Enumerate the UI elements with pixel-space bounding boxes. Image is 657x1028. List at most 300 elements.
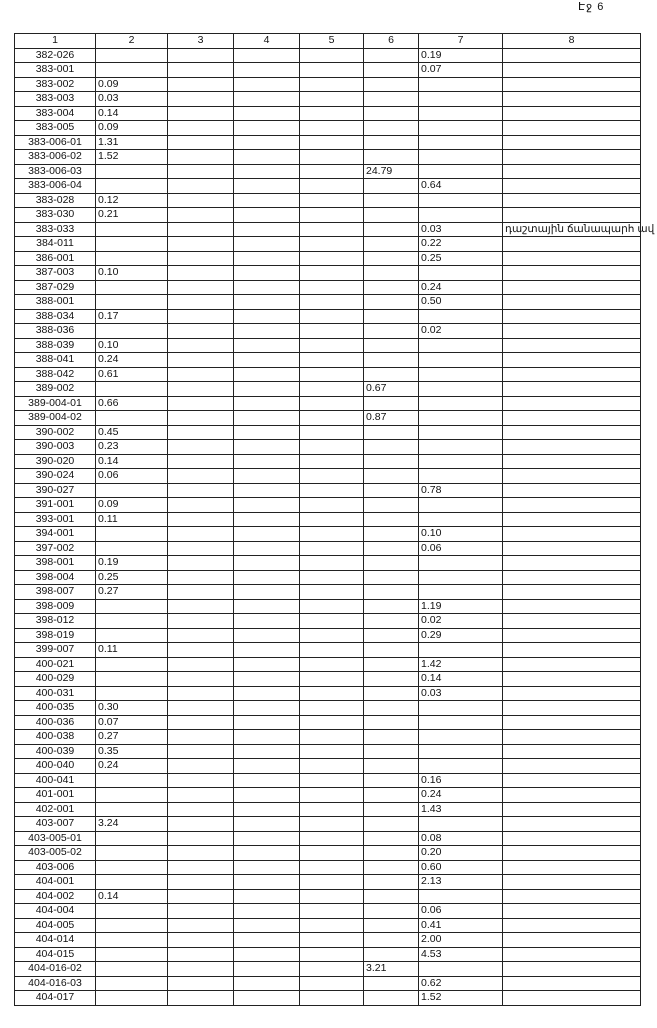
col2-value-cell: [96, 933, 168, 948]
col5-value-cell: [300, 469, 364, 484]
column-header-3: 3: [168, 34, 234, 49]
col2-value-cell: 0.03: [96, 92, 168, 107]
col5-value-cell: [300, 614, 364, 629]
table-row: [15, 498, 641, 513]
col8-note-cell: [503, 628, 641, 643]
col8-note-cell: [503, 483, 641, 498]
col6-value-cell: [364, 425, 419, 440]
col8-note-cell: [503, 266, 641, 281]
col8-note-cell: [503, 425, 641, 440]
col4-value-cell: [234, 570, 300, 585]
table-row: [15, 672, 641, 687]
col5-value-cell: [300, 193, 364, 208]
col6-value-cell: [364, 657, 419, 672]
col5-value-cell: [300, 599, 364, 614]
col5-value-cell: [300, 454, 364, 469]
col8-note-cell: [503, 92, 641, 107]
col5-value-cell: [300, 730, 364, 745]
col6-value-cell: [364, 556, 419, 571]
col8-note-cell: [503, 411, 641, 426]
col6-value-cell: [364, 976, 419, 991]
table-row: [15, 266, 641, 281]
table-body: [15, 48, 655, 1005]
col7-value-cell: 1.43: [419, 802, 503, 817]
parcel-code-cell: 387-029: [15, 280, 96, 295]
table-row: [15, 918, 641, 933]
col6-value-cell: 0.67: [364, 382, 419, 397]
parcel-code-cell: 398-001: [15, 556, 96, 571]
col7-value-cell: [419, 164, 503, 179]
col6-value-cell: [364, 193, 419, 208]
parcel-code-cell: 394-001: [15, 527, 96, 542]
col8-note-cell: [503, 77, 641, 92]
col6-value-cell: [364, 396, 419, 411]
table-row: [15, 773, 641, 788]
col4-value-cell: [234, 411, 300, 426]
table-row: [15, 106, 641, 121]
column-header-7: 7: [419, 34, 503, 49]
col2-value-cell: 0.19: [96, 556, 168, 571]
col5-value-cell: [300, 135, 364, 150]
col2-value-cell: [96, 222, 168, 237]
col7-value-cell: [419, 498, 503, 513]
col5-value-cell: [300, 425, 364, 440]
col4-value-cell: [234, 846, 300, 861]
col5-value-cell: [300, 628, 364, 643]
col5-value-cell: [300, 309, 364, 324]
col4-value-cell: [234, 585, 300, 600]
col7-value-cell: [419, 92, 503, 107]
col4-value-cell: [234, 643, 300, 658]
col7-value-cell: [419, 512, 503, 527]
col6-value-cell: [364, 512, 419, 527]
col8-note-cell: [503, 512, 641, 527]
col7-value-cell: 0.14: [419, 672, 503, 687]
col8-note-cell: [503, 599, 641, 614]
col6-value-cell: [364, 628, 419, 643]
col5-value-cell: [300, 947, 364, 962]
col8-note-cell: [503, 585, 641, 600]
col8-note-cell: [503, 947, 641, 962]
col2-value-cell: 0.10: [96, 266, 168, 281]
table-row: [15, 208, 641, 223]
col2-value-cell: 0.17: [96, 309, 168, 324]
col2-value-cell: 0.45: [96, 425, 168, 440]
col6-value-cell: [364, 759, 419, 774]
col2-value-cell: [96, 672, 168, 687]
col3-value-cell: [168, 353, 234, 368]
col6-value-cell: [364, 672, 419, 687]
col6-value-cell: [364, 251, 419, 266]
col2-value-cell: [96, 599, 168, 614]
col4-value-cell: [234, 483, 300, 498]
col5-value-cell: [300, 338, 364, 353]
parcel-code-cell: 401-001: [15, 788, 96, 803]
parcel-code-cell: 400-031: [15, 686, 96, 701]
col8-note-cell: [503, 280, 641, 295]
col4-value-cell: [234, 744, 300, 759]
col5-value-cell: [300, 179, 364, 194]
col2-value-cell: [96, 179, 168, 194]
col5-value-cell: [300, 266, 364, 281]
col4-value-cell: [234, 179, 300, 194]
col4-value-cell: [234, 657, 300, 672]
parcel-code-cell: 403-007: [15, 817, 96, 832]
col3-value-cell: [168, 454, 234, 469]
col6-value-cell: 3.21: [364, 962, 419, 977]
col2-value-cell: 0.66: [96, 396, 168, 411]
parcel-code-cell: 389-004-02: [15, 411, 96, 426]
table-row: [15, 556, 641, 571]
col6-value-cell: [364, 440, 419, 455]
parcel-code-cell: 390-002: [15, 425, 96, 440]
col8-note-cell: [503, 846, 641, 861]
col5-value-cell: [300, 556, 364, 571]
parcel-code-cell: 383-006-03: [15, 164, 96, 179]
col7-value-cell: 0.08: [419, 831, 503, 846]
col4-value-cell: [234, 353, 300, 368]
col3-value-cell: [168, 222, 234, 237]
column-header-1: 1: [15, 34, 96, 49]
col5-value-cell: [300, 498, 364, 513]
col5-value-cell: [300, 875, 364, 890]
table-row: [15, 788, 641, 803]
col3-value-cell: [168, 947, 234, 962]
col8-note-cell: [503, 686, 641, 701]
col8-note-cell: [503, 498, 641, 513]
col3-value-cell: [168, 135, 234, 150]
col4-value-cell: [234, 92, 300, 107]
col4-value-cell: [234, 599, 300, 614]
col4-value-cell: [234, 889, 300, 904]
col4-value-cell: [234, 614, 300, 629]
col8-note-cell: [503, 715, 641, 730]
col7-value-cell: [419, 77, 503, 92]
col3-value-cell: [168, 309, 234, 324]
col2-value-cell: [96, 324, 168, 339]
table-row: [15, 512, 641, 527]
table-row: [15, 831, 641, 846]
col5-value-cell: [300, 63, 364, 78]
col7-value-cell: 1.42: [419, 657, 503, 672]
col2-value-cell: [96, 904, 168, 919]
col5-value-cell: [300, 251, 364, 266]
col8-note-cell: [503, 672, 641, 687]
col4-value-cell: [234, 817, 300, 832]
parcel-code-cell: 400-039: [15, 744, 96, 759]
col3-value-cell: [168, 599, 234, 614]
col3-value-cell: [168, 92, 234, 107]
col6-value-cell: [364, 454, 419, 469]
col2-value-cell: [96, 773, 168, 788]
col4-value-cell: [234, 701, 300, 716]
col6-value-cell: [364, 469, 419, 484]
col5-value-cell: [300, 831, 364, 846]
col8-note-cell: [503, 918, 641, 933]
col7-value-cell: 0.02: [419, 614, 503, 629]
parcel-code-cell: 384-011: [15, 237, 96, 252]
col6-value-cell: [364, 570, 419, 585]
header-row: [15, 34, 641, 49]
col8-note-cell: [503, 614, 641, 629]
col3-value-cell: [168, 672, 234, 687]
parcel-code-cell: 404-002: [15, 889, 96, 904]
col7-value-cell: [419, 309, 503, 324]
col3-value-cell: [168, 773, 234, 788]
col6-value-cell: [364, 788, 419, 803]
col7-value-cell: 0.41: [419, 918, 503, 933]
col8-note-cell: [503, 179, 641, 194]
col2-value-cell: 0.27: [96, 585, 168, 600]
parcel-code-cell: 383-001: [15, 63, 96, 78]
col6-value-cell: [364, 527, 419, 542]
column-header-4: 4: [234, 34, 300, 49]
col4-value-cell: [234, 802, 300, 817]
col7-value-cell: 0.62: [419, 976, 503, 991]
col4-value-cell: [234, 556, 300, 571]
parcel-code-cell: 383-004: [15, 106, 96, 121]
col4-value-cell: [234, 251, 300, 266]
col6-value-cell: [364, 135, 419, 150]
parcel-code-cell: 400-035: [15, 701, 96, 716]
table-row: [15, 527, 641, 542]
col7-value-cell: 0.29: [419, 628, 503, 643]
col8-note-cell: [503, 759, 641, 774]
col8-note-cell: [503, 527, 641, 542]
table-row: [15, 991, 641, 1006]
col3-value-cell: [168, 382, 234, 397]
col6-value-cell: [364, 933, 419, 948]
col2-value-cell: [96, 962, 168, 977]
col8-note-cell: [503, 454, 641, 469]
parcel-code-cell: 400-041: [15, 773, 96, 788]
col7-value-cell: 0.02: [419, 324, 503, 339]
col6-value-cell: [364, 309, 419, 324]
col4-value-cell: [234, 222, 300, 237]
table-row: [15, 150, 641, 165]
col5-value-cell: [300, 744, 364, 759]
col7-value-cell: [419, 121, 503, 136]
parcel-code-cell: 404-004: [15, 904, 96, 919]
col8-note-cell: [503, 976, 641, 991]
col3-value-cell: [168, 570, 234, 585]
col7-value-cell: [419, 367, 503, 382]
col4-value-cell: [234, 875, 300, 890]
col2-value-cell: [96, 295, 168, 310]
col6-value-cell: [364, 614, 419, 629]
col5-value-cell: [300, 962, 364, 977]
col8-note-cell: [503, 150, 641, 165]
col4-value-cell: [234, 904, 300, 919]
col5-value-cell: [300, 396, 364, 411]
col4-value-cell: [234, 860, 300, 875]
col7-value-cell: [419, 962, 503, 977]
col6-value-cell: [364, 541, 419, 556]
table-row: [15, 193, 641, 208]
col7-value-cell: 0.07: [419, 63, 503, 78]
col4-value-cell: [234, 425, 300, 440]
col6-value-cell: [364, 817, 419, 832]
parcel-code-cell: 400-038: [15, 730, 96, 745]
table-row: [15, 643, 641, 658]
col2-value-cell: 3.24: [96, 817, 168, 832]
table-row: [15, 222, 641, 237]
col2-value-cell: [96, 483, 168, 498]
table-row: [15, 570, 641, 585]
col2-value-cell: 1.52: [96, 150, 168, 165]
col6-value-cell: [364, 585, 419, 600]
col8-note-cell: [503, 367, 641, 382]
col2-value-cell: [96, 947, 168, 962]
col4-value-cell: [234, 773, 300, 788]
col7-value-cell: [419, 353, 503, 368]
parcel-code-cell: 400-021: [15, 657, 96, 672]
col3-value-cell: [168, 324, 234, 339]
col8-note-cell: [503, 208, 641, 223]
col6-value-cell: 0.87: [364, 411, 419, 426]
col3-value-cell: [168, 730, 234, 745]
parcel-code-cell: 390-020: [15, 454, 96, 469]
col6-value-cell: [364, 338, 419, 353]
col8-note-cell: [503, 193, 641, 208]
col3-value-cell: [168, 498, 234, 513]
col6-value-cell: [364, 889, 419, 904]
col2-value-cell: [96, 48, 168, 63]
col8-note-cell: [503, 382, 641, 397]
parcel-code-cell: 383-003: [15, 92, 96, 107]
col5-value-cell: [300, 541, 364, 556]
parcel-code-cell: 402-001: [15, 802, 96, 817]
col6-value-cell: [364, 730, 419, 745]
col4-value-cell: [234, 295, 300, 310]
col2-value-cell: [96, 875, 168, 890]
col3-value-cell: [168, 63, 234, 78]
col8-note-cell: [503, 48, 641, 63]
col6-value-cell: 24.79: [364, 164, 419, 179]
col3-value-cell: [168, 367, 234, 382]
col3-value-cell: [168, 251, 234, 266]
col5-value-cell: [300, 918, 364, 933]
col2-value-cell: 1.31: [96, 135, 168, 150]
parcel-code-cell: 383-030: [15, 208, 96, 223]
col5-value-cell: [300, 237, 364, 252]
col6-value-cell: [364, 222, 419, 237]
col8-note-cell: դաշտային ճանապարհ ավ: [503, 222, 641, 237]
land-parcel-table: [14, 33, 655, 1006]
col6-value-cell: [364, 237, 419, 252]
col2-value-cell: [96, 63, 168, 78]
col3-value-cell: [168, 440, 234, 455]
col8-note-cell: [503, 541, 641, 556]
col5-value-cell: [300, 585, 364, 600]
table-row: [15, 440, 641, 455]
table-row: [15, 77, 641, 92]
col6-value-cell: [364, 991, 419, 1006]
col7-value-cell: 0.19: [419, 48, 503, 63]
table-row: [15, 164, 641, 179]
parcel-code-cell: 388-039: [15, 338, 96, 353]
parcel-code-cell: 403-005-02: [15, 846, 96, 861]
col4-value-cell: [234, 338, 300, 353]
col4-value-cell: [234, 715, 300, 730]
col3-value-cell: [168, 628, 234, 643]
page-number-label: Էջ 6: [578, 1, 605, 13]
parcel-code-cell: 393-001: [15, 512, 96, 527]
table-row: [15, 92, 641, 107]
col4-value-cell: [234, 672, 300, 687]
col3-value-cell: [168, 106, 234, 121]
table-row: [15, 802, 641, 817]
col5-value-cell: [300, 701, 364, 716]
col4-value-cell: [234, 266, 300, 281]
col4-value-cell: [234, 454, 300, 469]
col4-value-cell: [234, 164, 300, 179]
parcel-code-cell: 390-027: [15, 483, 96, 498]
col7-value-cell: [419, 701, 503, 716]
col6-value-cell: [364, 106, 419, 121]
col5-value-cell: [300, 77, 364, 92]
col6-value-cell: [364, 295, 419, 310]
col3-value-cell: [168, 208, 234, 223]
col2-value-cell: [96, 860, 168, 875]
col7-value-cell: [419, 715, 503, 730]
col4-value-cell: [234, 759, 300, 774]
col3-value-cell: [168, 875, 234, 890]
col2-value-cell: [96, 251, 168, 266]
col2-value-cell: [96, 991, 168, 1006]
col6-value-cell: [364, 367, 419, 382]
col8-note-cell: [503, 904, 641, 919]
col8-note-cell: [503, 251, 641, 266]
table-row: [15, 947, 641, 962]
col6-value-cell: [364, 77, 419, 92]
col7-value-cell: [419, 759, 503, 774]
col7-value-cell: [419, 889, 503, 904]
col3-value-cell: [168, 338, 234, 353]
col3-value-cell: [168, 48, 234, 63]
col5-value-cell: [300, 657, 364, 672]
col4-value-cell: [234, 512, 300, 527]
table-row: [15, 338, 641, 353]
table-row: [15, 541, 641, 556]
col4-value-cell: [234, 150, 300, 165]
parcel-code-cell: 398-009: [15, 599, 96, 614]
col2-value-cell: [96, 831, 168, 846]
col5-value-cell: [300, 222, 364, 237]
col6-value-cell: [364, 150, 419, 165]
parcel-code-cell: 383-005: [15, 121, 96, 136]
col7-value-cell: 0.24: [419, 788, 503, 803]
col7-value-cell: 0.10: [419, 527, 503, 542]
col3-value-cell: [168, 556, 234, 571]
col6-value-cell: [364, 280, 419, 295]
col2-value-cell: 0.61: [96, 367, 168, 382]
col8-note-cell: [503, 164, 641, 179]
col4-value-cell: [234, 947, 300, 962]
col7-value-cell: 1.52: [419, 991, 503, 1006]
table-row: [15, 237, 641, 252]
col7-value-cell: [419, 266, 503, 281]
col6-value-cell: [364, 918, 419, 933]
table-row: [15, 121, 641, 136]
parcel-code-cell: 388-042: [15, 367, 96, 382]
col6-value-cell: [364, 904, 419, 919]
col8-note-cell: [503, 991, 641, 1006]
col7-value-cell: [419, 396, 503, 411]
col4-value-cell: [234, 440, 300, 455]
col7-value-cell: 0.20: [419, 846, 503, 861]
col7-value-cell: [419, 454, 503, 469]
